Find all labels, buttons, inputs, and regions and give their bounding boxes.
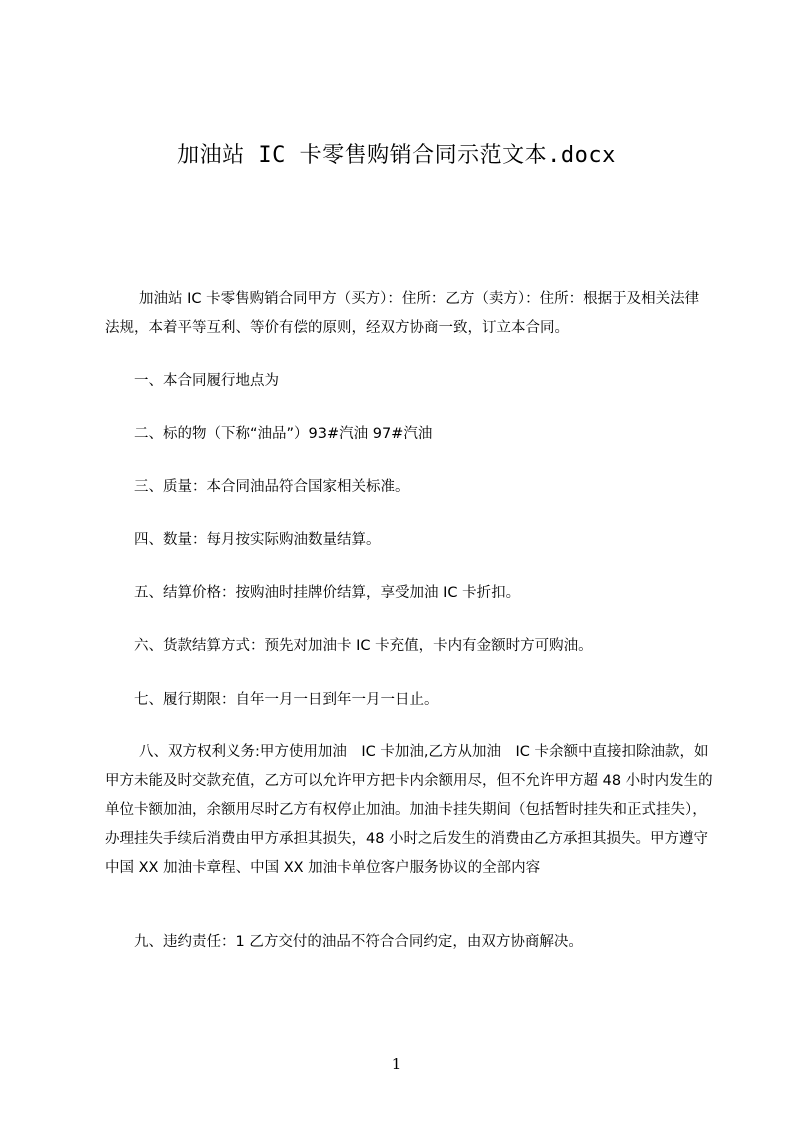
clause-4: 四、数量：每月按实际购油数量结算。 (134, 532, 381, 548)
document-title: 加油站 IC 卡零售购销合同示范文本.docx (177, 143, 616, 168)
page-number: 1 (391, 1055, 402, 1073)
intro-paragraph: 加油站 IC 卡零售购销合同甲方（买方）：住所：乙方（卖方）：住所：根据于及相关法律法规，本着平等互利、等价有偿的原则，经双方协商一致，订立本合同。 (105, 291, 700, 336)
clause-9-liability: 九、违约责任：1 乙方交付的油品不符合合同约定，由双方协商解决。 (134, 934, 583, 950)
clause-6: 六、货款结算方式：预先对加油卡 IC 卡充值，卡内有金额时方可购油。 (134, 638, 593, 654)
clause-3: 三、质量：本合同油品符合国家相关标准。 (134, 479, 410, 495)
clause-8-rights-paragraph: 八、双方权利义务:甲方使用加油 IC 卡加油,乙方从加油 IC 卡余额中直接扣除油款，如甲方未能及时交款充值，乙方可以允许甲方把卡内余额用尽，但不允许甲方超 48 小时内发生的单位卡额加油，余额用尽时乙方有权停止加油。加油卡挂失期间（包括暂时挂失和正式挂失），办理挂失手续后消费由甲方承担其损失，48 小时之后发生的消费由乙方承担其损失。甲方遵守中国 XX 加油卡章程、中国 XX 加油卡单位客户服务协议的全部内容 (105, 744, 713, 876)
clause-1: 一、本合同履行地点为 (134, 373, 279, 389)
clause-7: 七、履行期限：自年一月一日到年一月一日止。 (134, 692, 439, 708)
clause-2: 二、标的物（下称“油品”）93#汽油 97#汽油 (134, 426, 433, 442)
clause-5: 五、结算价格：按购油时挂牌价结算，享受加油 IC 卡折扣。 (134, 585, 521, 601)
